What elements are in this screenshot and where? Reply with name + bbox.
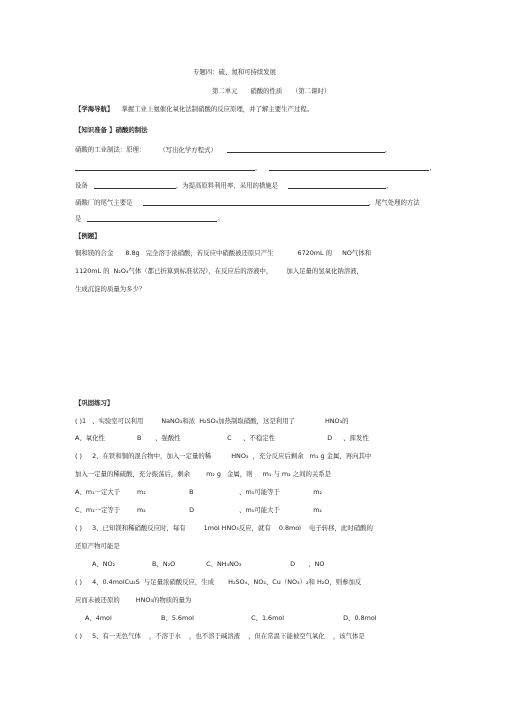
option-a-value[interactable]: m₂ [137,488,146,496]
knowledge-line-3 [75,181,393,189]
guide-label: 【学海导航】 [75,105,114,113]
q-text: m₁ 与 m₂ 之间的关系是 [262,470,332,478]
option-c-text[interactable]: 、不稳定性 [243,434,276,442]
knowledge-text: 硝酸厂的尾气主要是 [75,198,133,207]
option-d-text[interactable]: 、NO [308,560,325,568]
knowledge-text: 是 [75,214,82,223]
option-d[interactable]: D、0.8mol [343,614,377,622]
question-4 [75,579,361,585]
knowledge-label: 【知识准备 】硝酸的制法 [75,126,148,134]
question-2 [75,453,371,459]
answer-blank[interactable] [75,163,255,171]
q-text: 1mol HNO₃ [203,524,239,532]
q-text: 4、0.4molCu₂S [92,578,140,586]
option-d-letter[interactable]: D [327,434,333,442]
q-text: 0.8mol [278,524,301,532]
q-text: 金属，则 [227,470,253,478]
example-text: N₂O₄ [113,267,129,275]
knowledge-text: ，尾气处理的方法 [368,198,420,207]
q-text: 应而未被还原的 [75,596,120,604]
q-text: m₁ g 金属，再向其中 [309,452,372,460]
q-text: 5、有一无色气体 [92,632,141,640]
question-3-options [92,561,324,567]
page-subtitle: 第二单元 硝酸的性质 （第二课时） [212,87,331,95]
example-text: 铜和镁的合金 [75,249,114,257]
guide-line [75,106,313,112]
example-text: 1120mL 的 [75,267,110,275]
practice-label: 【巩固练习】 [75,399,114,407]
example-text: 完全溶于浓硝酸，若反应中硝酸被还原只产生 [145,249,274,257]
q-text: m₂ g [206,470,221,478]
example-line-2 [75,268,363,274]
question-3 [75,525,373,531]
option-c-letter[interactable]: C [227,434,232,442]
q-text: ，但在常温下能被空气氧化 [248,632,325,640]
q-text: 加入一定量的稀硫酸，充分振荡后，剩余 [75,470,191,478]
q-text: H₂SO₄、NO₂、Cu（NO₃）₂和 H₂O，则参加反 [228,578,362,586]
q-text: 3、已知镁和稀硝酸反应时，每有 [92,524,186,532]
q-number: ( ) [75,452,83,460]
answer-blank[interactable] [269,163,429,171]
option-a[interactable]: A、4mol [85,614,112,622]
question-3-line-2: 还原产物可能是 [75,542,120,550]
q-text: 2、在铁和铜的混合物中，加入一定量的稀 [92,452,212,460]
punct: 。 [217,214,224,223]
punct: ， [429,163,436,172]
punct: ， [384,145,392,154]
example-label: 【例题】 [75,232,101,240]
q-number: ( )1 [75,417,87,425]
q-text: H₂SO₄加热制取硝酸，这是利用了 [199,417,295,425]
knowledge-text: 设备 [75,181,88,190]
question-4-options [85,615,377,621]
q-number: ( ) [75,524,83,532]
option-d-letter[interactable]: D [290,560,296,568]
answer-blank[interactable] [94,181,176,189]
option-b[interactable]: B、N₂O [152,560,176,568]
q-text: HNO₃的物质的量为 [135,596,192,604]
option-b-letter[interactable]: B [137,434,142,442]
option-a[interactable]: A、NO₂ [92,560,116,568]
option-b-text[interactable]: 、m₁可能等于 [239,488,280,496]
option-c-value[interactable]: m₂ [137,506,146,514]
example-text: 气体（都已折算到标准状况），在反应后的溶液中， [128,267,273,275]
option-c[interactable]: C、m₁一定等于 [75,506,121,514]
option-d-letter[interactable]: D [189,506,195,514]
option-c[interactable]: C、NH₄NO₃ [206,560,242,568]
q-text: 与足量浓硝酸反应，生成 [143,578,215,586]
answer-blank[interactable] [288,181,386,189]
option-b-value[interactable]: m₂ [313,488,322,496]
question-1 [75,418,349,424]
knowledge-text: （写出化学方程式） [159,145,217,154]
page-title: 专题四：硫、氮和可持续发展 [193,68,277,76]
option-a[interactable]: A、m₁一定大于 [75,488,121,496]
option-a[interactable]: A、氧化性 [75,434,105,442]
q-text: 、实验室可以利用 [92,417,144,425]
question-1-options [75,435,369,441]
knowledge-line-5 [75,214,224,222]
example-line-1 [75,250,371,256]
question-5 [75,633,365,639]
example-text: 6720mL 的 [297,249,333,257]
q-text: 反应，就有 [238,524,271,532]
answer-blank[interactable] [87,214,217,222]
q-text: ，充分反应后剩余 [252,452,304,460]
option-b-letter[interactable]: B [189,488,194,496]
option-d-text[interactable]: 、挥发性 [343,434,369,442]
option-d-text[interactable]: 、m₁可能大于 [239,506,280,514]
example-text: 气体和 [351,249,372,257]
q-number: ( ) [75,578,83,586]
q-text: ，不溶于水 [148,632,181,640]
option-b-text[interactable]: 、强酸性 [155,434,181,442]
question-2-options-1 [75,489,322,495]
example-line-3: 生成沉淀的质量为多少？ [75,285,146,293]
punct: ， [386,181,393,190]
example-text: NO [342,249,352,257]
knowledge-line-2 [75,163,436,171]
example-text: 8.8g [125,249,140,257]
knowledge-text: ，为提高原料利用率，采用的措施是 [175,181,279,190]
q-text: ，该气体是 [332,632,365,640]
q-number: ( ) [75,632,83,640]
option-b[interactable]: B、5.6mol [161,614,194,622]
answer-blank[interactable] [227,145,385,153]
q-text: 电子转移，此时硝酸的 [308,524,373,532]
question-4-line-2 [75,597,191,603]
q-text: HNO₃ [231,452,249,460]
punct: ， [255,163,262,172]
knowledge-text: 硝酸的工业制法：原理： [75,145,146,154]
answer-blank[interactable] [143,198,369,206]
option-c[interactable]: C、1.6mol [251,614,285,622]
question-2-options-2 [75,507,322,513]
example-text: 加入足量的氢氧化钠溶液， [286,267,363,275]
q-text: NaNO₃和浓 [161,417,196,425]
option-d-value[interactable]: m₂ [313,506,322,514]
q-text: ，也不溶于碱溶液 [188,632,241,640]
guide-text: 掌握工业上氨催化氧化法制硝酸的反应原理，并了解主要生产过程。 [121,105,314,113]
knowledge-line-1 [75,145,391,153]
knowledge-line-4 [75,198,420,206]
question-2-line-2 [75,471,331,477]
q-text: HNO₃的 [324,417,349,425]
